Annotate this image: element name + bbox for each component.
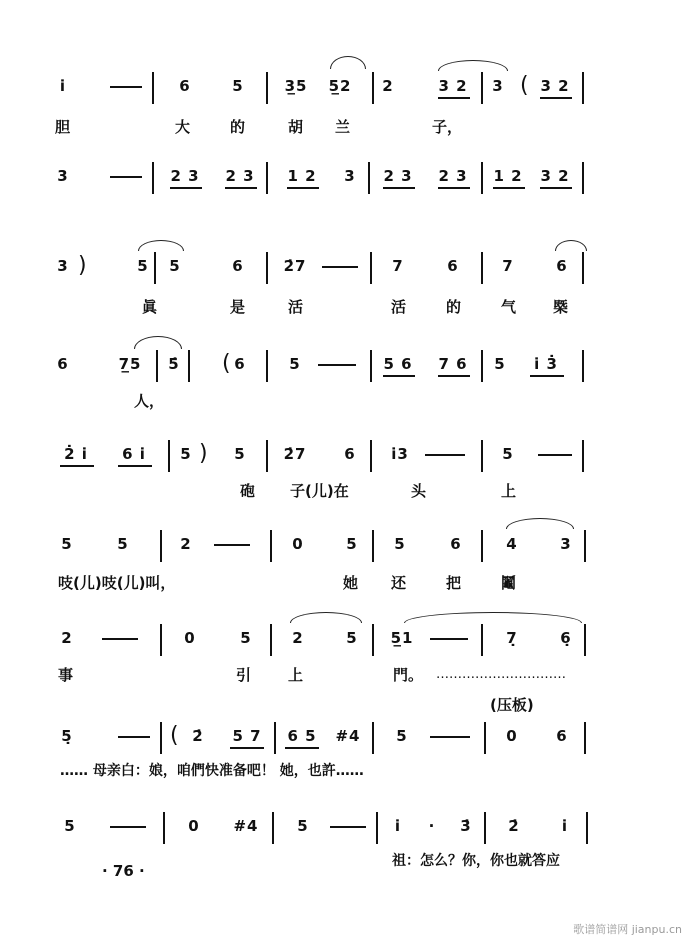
dash <box>318 364 356 366</box>
note: 0 <box>292 535 304 553</box>
barline <box>481 624 483 656</box>
barline <box>152 72 154 104</box>
underline <box>383 187 415 189</box>
note: 2 <box>292 629 304 647</box>
note: 2 <box>180 535 192 553</box>
lyric: 活 <box>391 298 407 316</box>
note: 6 <box>450 535 462 553</box>
underline <box>540 187 572 189</box>
spoken-dialogue: 祖：怎么？你，你也就答应 <box>392 853 560 869</box>
barline <box>481 252 483 284</box>
note: 5 <box>234 445 246 463</box>
barline <box>160 722 162 754</box>
note: 7̲5 <box>118 355 142 373</box>
underline <box>530 375 564 377</box>
lyric: 大 <box>175 118 191 136</box>
tie <box>138 240 184 251</box>
lyric: 槩 <box>553 298 569 316</box>
underline <box>230 747 264 749</box>
note: 7 6 <box>438 355 468 373</box>
barline <box>370 350 372 382</box>
note: 1 2 <box>493 167 523 185</box>
lyric: 鬮 <box>501 574 517 592</box>
lyric: 的 <box>230 118 246 136</box>
note: 5 <box>61 535 73 553</box>
note: 6 <box>556 257 568 275</box>
barline <box>372 624 374 656</box>
barline <box>481 530 483 562</box>
lyric: 上 <box>288 666 304 684</box>
note: 2 3 <box>170 167 200 185</box>
underline <box>225 187 257 189</box>
note: i̇ <box>59 77 67 95</box>
note: 5̲1 <box>390 629 414 647</box>
barline <box>270 624 272 656</box>
note: 5 7 <box>232 727 262 745</box>
barline <box>481 72 483 104</box>
barline <box>370 440 372 472</box>
note: 0 <box>506 727 518 745</box>
note: 2 3 <box>438 167 468 185</box>
tie <box>506 518 574 529</box>
paren: ( <box>520 73 529 98</box>
lyric: 事 <box>58 666 74 684</box>
note: 5̣ <box>61 727 73 745</box>
dash <box>102 638 138 640</box>
note: 3 <box>492 77 504 95</box>
lyric: 門。 <box>393 666 424 684</box>
note: 6 <box>234 355 246 373</box>
spoken-dialogue: …… 母亲白：娘，咱們快准备吧！ 她，也許…… <box>60 763 364 779</box>
barline <box>266 162 268 194</box>
underline <box>118 465 152 467</box>
note: 3 2 <box>540 77 570 95</box>
barline <box>484 722 486 754</box>
tie <box>290 612 362 623</box>
lyric: 是 <box>230 298 246 316</box>
tempo-marking: (压板) <box>490 696 534 714</box>
note: 3 <box>560 535 572 553</box>
note: 5 <box>289 355 301 373</box>
barline <box>372 72 374 104</box>
dash <box>214 544 250 546</box>
barline <box>272 812 274 844</box>
note: i̇ <box>561 817 569 835</box>
note: 1 2 <box>287 167 317 185</box>
underline <box>438 97 470 99</box>
underline <box>60 465 94 467</box>
note: #4 <box>335 727 361 745</box>
note: 2̇7 <box>283 445 307 463</box>
note: 5̲2 <box>328 77 352 95</box>
note: 4 <box>506 535 518 553</box>
note: 6̣ <box>560 629 572 647</box>
dash <box>538 454 572 456</box>
note: 3 2 <box>438 77 468 95</box>
barline <box>266 350 268 382</box>
note: i̇ <box>394 817 402 835</box>
note: 3̲5 <box>284 77 308 95</box>
note: 5 6 <box>383 355 413 373</box>
barline <box>582 162 584 194</box>
barline <box>481 440 483 472</box>
lyric: 眞 <box>142 298 158 316</box>
barline <box>274 722 276 754</box>
note: 0 <box>184 629 196 647</box>
lyric: 上 <box>501 482 517 500</box>
dash <box>322 266 358 268</box>
paren: ( <box>170 723 179 748</box>
watermark: 歌谱简谱网 jianpu.cn <box>573 923 682 936</box>
note: 5 <box>180 445 192 463</box>
barline <box>372 530 374 562</box>
note: · <box>428 817 436 835</box>
barline <box>368 162 370 194</box>
note: 5 <box>346 535 358 553</box>
lyric: 胆 <box>55 118 71 136</box>
dash <box>330 826 366 828</box>
note: i̇ 3̇ <box>534 355 558 373</box>
paren: ) <box>78 253 87 278</box>
note: 5 <box>232 77 244 95</box>
lyric: 子(儿)在 <box>290 482 349 500</box>
note: 2̇ <box>508 817 520 835</box>
paren: ) <box>199 441 208 466</box>
barline <box>156 350 158 382</box>
barline <box>270 530 272 562</box>
lyric: 的 <box>446 298 462 316</box>
dash <box>430 736 470 738</box>
lyric: 兰 <box>335 118 351 136</box>
note: 0 <box>188 817 200 835</box>
note: 7 <box>392 257 404 275</box>
dash <box>430 638 468 640</box>
page-number: · 76 · <box>102 862 145 880</box>
lyric: 胡 <box>288 118 304 136</box>
note: 6 <box>57 355 69 373</box>
lyric: 人， <box>134 392 165 410</box>
dash <box>118 736 150 738</box>
note: 5 <box>240 629 252 647</box>
paren: ( <box>222 351 231 376</box>
dotted-leader: ………………………… <box>436 667 566 682</box>
barline <box>160 530 162 562</box>
barline <box>481 350 483 382</box>
barline <box>584 530 586 562</box>
note: 5 <box>396 727 408 745</box>
barline <box>376 812 378 844</box>
note: 6 <box>447 257 459 275</box>
note: 6 <box>344 445 356 463</box>
lyric: 活 <box>288 298 304 316</box>
note: 7̣ <box>506 629 518 647</box>
note: 5 <box>117 535 129 553</box>
note: 2 <box>382 77 394 95</box>
barline <box>372 722 374 754</box>
note: 5 <box>494 355 506 373</box>
barline <box>481 162 483 194</box>
barline <box>586 812 588 844</box>
note: 6 <box>556 727 568 745</box>
underline <box>540 97 572 99</box>
tie <box>134 336 182 349</box>
underline <box>383 375 415 377</box>
note: 5 <box>502 445 514 463</box>
underline <box>170 187 202 189</box>
note: 3 <box>344 167 356 185</box>
lyric: 引 <box>236 666 252 684</box>
note: 5 <box>346 629 358 647</box>
barline <box>188 350 190 382</box>
barline <box>266 440 268 472</box>
tie <box>555 240 587 251</box>
note: 2 3 <box>225 167 255 185</box>
barline <box>160 624 162 656</box>
note: 2 3 <box>383 167 413 185</box>
note: 6 i̇ <box>122 445 146 463</box>
note: 6 <box>179 77 191 95</box>
dash <box>110 826 146 828</box>
lyric: 头 <box>411 482 427 500</box>
barline <box>370 252 372 284</box>
barline <box>154 252 156 284</box>
note: 5 <box>297 817 309 835</box>
barline <box>168 440 170 472</box>
note: 3 2 <box>540 167 570 185</box>
lyric: 把 <box>446 574 462 592</box>
barline <box>266 72 268 104</box>
dash <box>425 454 465 456</box>
note: 7 <box>502 257 514 275</box>
tie <box>438 60 508 71</box>
note: 2̇ <box>192 727 204 745</box>
barline <box>584 722 586 754</box>
underline <box>438 187 470 189</box>
underline <box>438 375 470 377</box>
note: 6 <box>232 257 244 275</box>
barline <box>152 162 154 194</box>
barline <box>582 252 584 284</box>
barline <box>582 350 584 382</box>
lyric: 还 <box>391 574 407 592</box>
note: 2 <box>61 629 73 647</box>
lyric: 子， <box>432 118 463 136</box>
note: 6 5 <box>287 727 317 745</box>
note: 5 <box>394 535 406 553</box>
note: 2̇7 <box>283 257 307 275</box>
note: 3 <box>57 257 69 275</box>
dash <box>110 176 142 178</box>
note: 5̇ <box>168 355 180 373</box>
note: 3̇ <box>460 817 472 835</box>
note: 3 <box>57 167 69 185</box>
note: 2̇ i̇ <box>64 445 88 463</box>
note: 5 <box>64 817 76 835</box>
barline <box>584 624 586 656</box>
tie <box>330 56 366 69</box>
lyric: 气 <box>501 298 517 316</box>
underline <box>287 187 319 189</box>
lyric: 吱(儿)吱(儿)叫， <box>58 574 176 592</box>
tie <box>404 612 582 623</box>
lyric: 砲 <box>240 482 256 500</box>
underline <box>285 747 319 749</box>
note: #4 <box>233 817 259 835</box>
barline <box>484 812 486 844</box>
barline <box>266 252 268 284</box>
note: 5 <box>137 257 149 275</box>
underline <box>493 187 525 189</box>
barline <box>582 72 584 104</box>
barline <box>582 440 584 472</box>
note: i̇3 <box>391 445 409 463</box>
barline <box>163 812 165 844</box>
note: 5 <box>169 257 181 275</box>
dash <box>110 86 142 88</box>
lyric: 她 <box>343 574 359 592</box>
